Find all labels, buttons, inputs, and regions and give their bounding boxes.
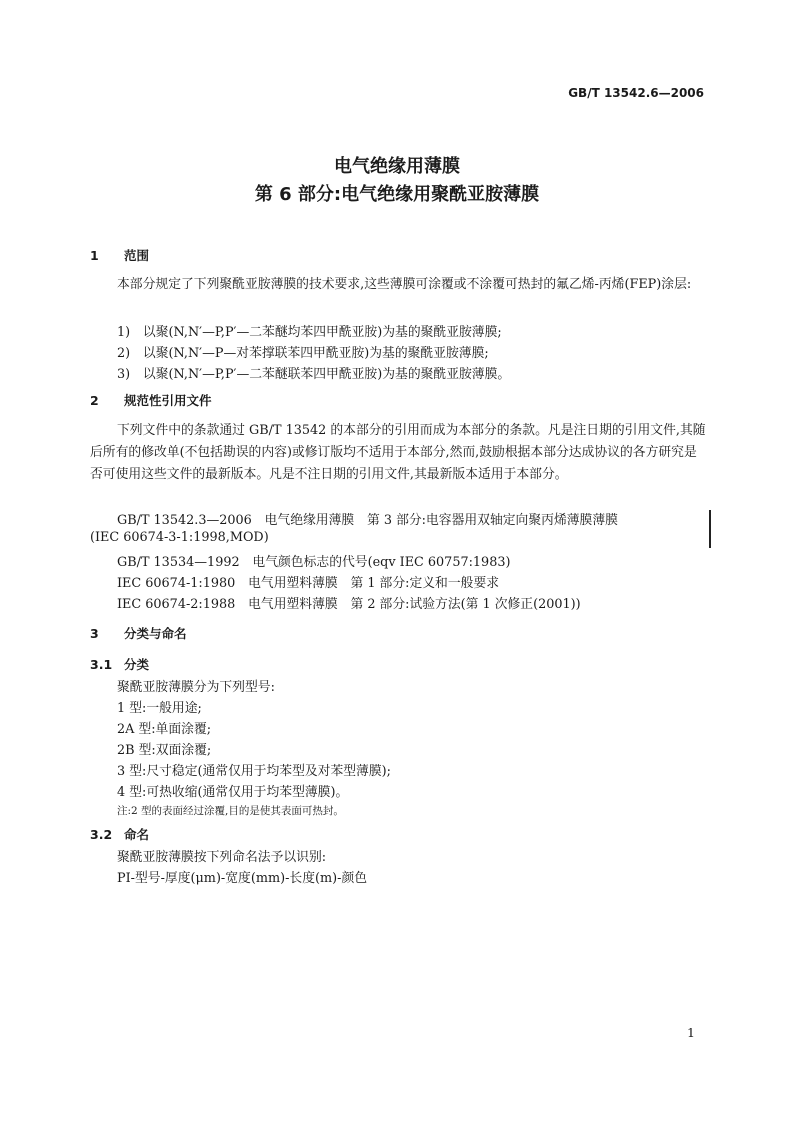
list-item: 3) 以聚(N,N′—P,P′—二苯醚联苯四甲酰亚胺)为基的聚酰亚胺薄膜。 [117,367,511,382]
revision-bar [709,510,711,548]
body-line: 2A 型:单面涂覆; [117,722,212,737]
subsection-title: 命名 [124,827,150,842]
section-number: 1 [90,248,99,263]
section-title: 分类与命名 [124,626,187,641]
reference-item: IEC 60674-2:1988 电气用塑料薄膜 第 2 部分:试验方法(第 1 次修正(2001)) [117,597,581,612]
subsection-number: 3.2 [90,827,113,842]
reference-item: IEC 60674-1:1980 电气用塑料薄膜 第 1 部分:定义和一般要求 [117,576,500,591]
section-heading [90,624,187,642]
subsection-heading [90,825,149,843]
paragraph: 下列文件中的条款通过 GB/T 13542 的本部分的引用而成为本部分的条款。凡是注日期的引用文件,其随后所有的修改单(不包括勘误的内容)或修订版均不适用于本部分,然而,鼓励根据本部分达成协议的各方研究是否可使用这些文件的最新版本。凡是不注日期的引用文件,其最新版本适用于本部分。 [90,423,706,482]
page-number: 1 [687,1025,695,1040]
body-line: 1 型:一般用途; [117,701,202,716]
note: 注:2 型的表面经过涂覆,目的是使其表面可热封。 [117,805,344,817]
list-item: 2) 以聚(N,N′—P—对苯撑联苯四甲酰亚胺)为基的聚酰亚胺薄膜; [117,346,489,361]
reference-item: GB/T 13534—1992 电气颜色标志的代号(eqv IEC 60757:1983) [117,555,511,570]
body-line: 聚酰亚胺薄膜分为下列型号: [117,680,275,695]
reference-item: GB/T 13542.3—2006 电气绝缘用薄膜 第 3 部分:电容器用双轴定向聚丙烯薄膜薄膜 [117,513,618,528]
section-heading [90,246,149,264]
section-number: 2 [90,393,99,408]
body-line: PI-型号-厚度(μm)-宽度(mm)-长度(m)-颜色 [117,871,368,886]
section-title: 规范性引用文件 [124,393,212,408]
body-line: 4 型:可热收缩(通常仅用于均苯型薄膜)。 [117,785,349,800]
paragraph: 本部分规定了下列聚酰亚胺薄膜的技术要求,这些薄膜可涂覆或不涂覆可热封的氟乙烯-丙烯(FEP)涂层: [117,277,692,292]
body-line: 3 型:尺寸稳定(通常仅用于均苯型及对苯型薄膜); [117,764,391,779]
subsection-number: 3.1 [90,657,113,672]
body-line: 2B 型:双面涂覆; [117,743,212,758]
section-title: 范围 [124,248,150,263]
subsection-title: 分类 [124,657,150,672]
reference-item-continuation: (IEC 60674-3-1:1998,MOD) [90,530,269,545]
body-line: 聚酰亚胺薄膜按下列命名法予以识别: [117,850,327,865]
list-item: 1) 以聚(N,N′—P,P′—二苯醚均苯四甲酰亚胺)为基的聚酰亚胺薄膜; [117,325,502,340]
document-subtitle: 第 6 部分:电气绝缘用聚酰亚胺薄膜 [254,184,540,205]
document-title: 电气绝缘用薄膜 [334,156,460,177]
section-heading [90,391,212,409]
standard-number: GB/T 13542.6—2006 [568,86,704,100]
section-number: 3 [90,626,99,641]
subsection-heading [90,655,149,673]
